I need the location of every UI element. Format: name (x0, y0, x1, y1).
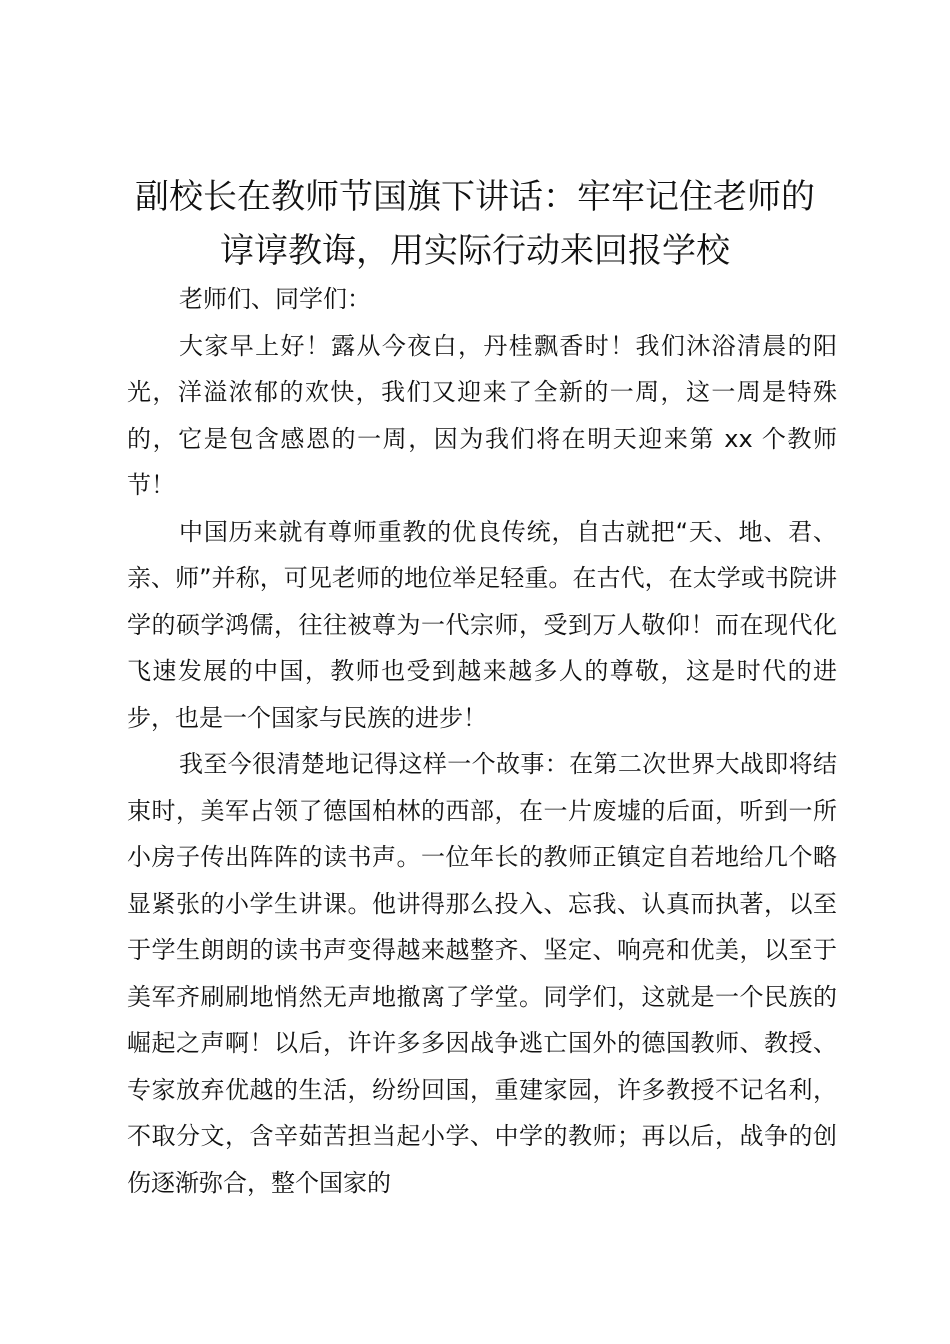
title-line-2: 谆谆教诲，用实际行动来回报学校 (220, 231, 730, 271)
paragraph-greeting: 大家早上好！露从今夜白，丹桂飘香时！我们沐浴清晨的阳光，洋溢浓郁的欢快，我们又迎来了全新的一周，这一周是特殊的，它是包含感恩的一周，因为我们将在明天迎来第 xx 个教师节！ (127, 331, 837, 499)
document-title (100, 170, 850, 278)
title-line-1: 副校长在教师节国旗下讲话：牢牢记住老师的 (135, 177, 815, 217)
document-body (127, 276, 837, 1206)
paragraph-story: 我至今很清楚地记得这样一个故事：在第二次世界大战即将结束时，美军占领了德国柏林的西部，在一片废墟的后面，听到一所小房子传出阵阵的读书声。一位年长的教师正镇定自若地给几个略显紧张的小学生讲课。他讲得那么投入、忘我、认真而执著，以至于学生朗朗的读书声变得越来越整齐、坚定、响亮和优美，以至于美军齐刷刷地悄然无声地撤离了学堂。同学们，这就是一个民族的崛起之声啊！以后，许许多多因战争逃亡国外的德国教师、教授、专家放弃优越的生活，纷纷回国，重建家园，许多教授不记名利，不取分文，含辛茹苦担当起小学、中学的教师；再以后，战争的创伤逐渐弥合，整个国家的 (127, 750, 837, 1197)
salutation: 老师们、同学们： (179, 285, 371, 313)
paragraph-tradition: 中国历来就有尊师重教的优良传统，自古就把“天、地、君、亲、师”并称，可见老师的地位举足轻重。在古代，在太学或书院讲学的硕学鸿儒，往往被尊为一代宗师，受到万人敬仰！而在现代化飞速发展的中国，教师也受到越来越多人的尊敬，这是时代的进步，也是一个国家与民族的进步！ (127, 517, 837, 732)
